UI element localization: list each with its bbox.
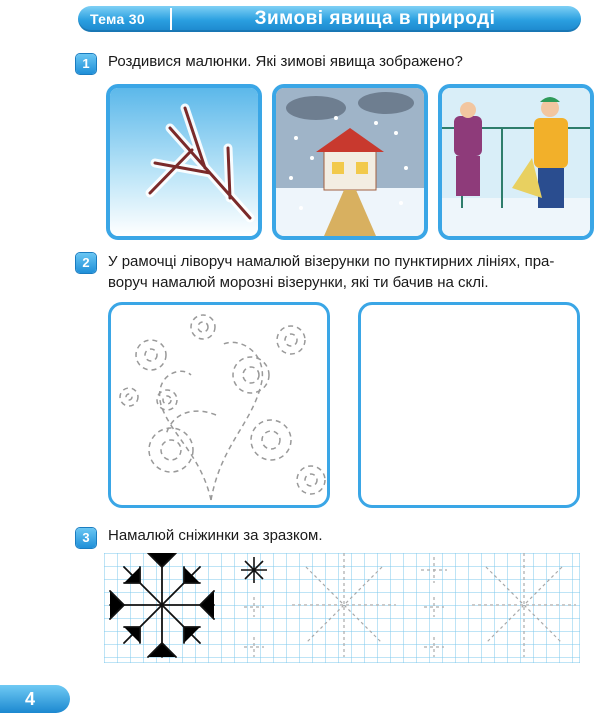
task-2-number: 2 (76, 253, 96, 273)
task-2-instruction-line-2: воруч намалюй морозні візерунки, які ти бачив на склі. (108, 274, 489, 291)
page-number: 4 (24, 689, 35, 709)
frosted-branch-image (106, 84, 262, 240)
snowflake-sample (110, 553, 214, 657)
task-3-number: 3 (76, 528, 96, 548)
task-1-number: 1 (76, 54, 96, 74)
empty-drawing-frame[interactable] (358, 302, 580, 508)
topic-label: Тема 30 (90, 11, 145, 27)
snowfall-house-image (272, 84, 428, 240)
dotted-swirl-frame[interactable] (108, 302, 330, 508)
task-2-instruction-line-1: У рамочці ліворуч намалюй візерунки по пунктирних лініях, пра- (108, 253, 555, 270)
header-divider (170, 8, 172, 30)
dotted-swirl-pattern (111, 305, 327, 505)
snowflake-grid[interactable] (104, 553, 580, 663)
task-3-instruction: Намалюй сніжинки за зразком. (108, 527, 323, 544)
page-title: Зимові явища в природі (254, 8, 496, 29)
people-feeding-birds-image (438, 84, 594, 240)
task-1-instruction: Роздивися малюнки. Які зимові явища зображено? (108, 53, 463, 70)
